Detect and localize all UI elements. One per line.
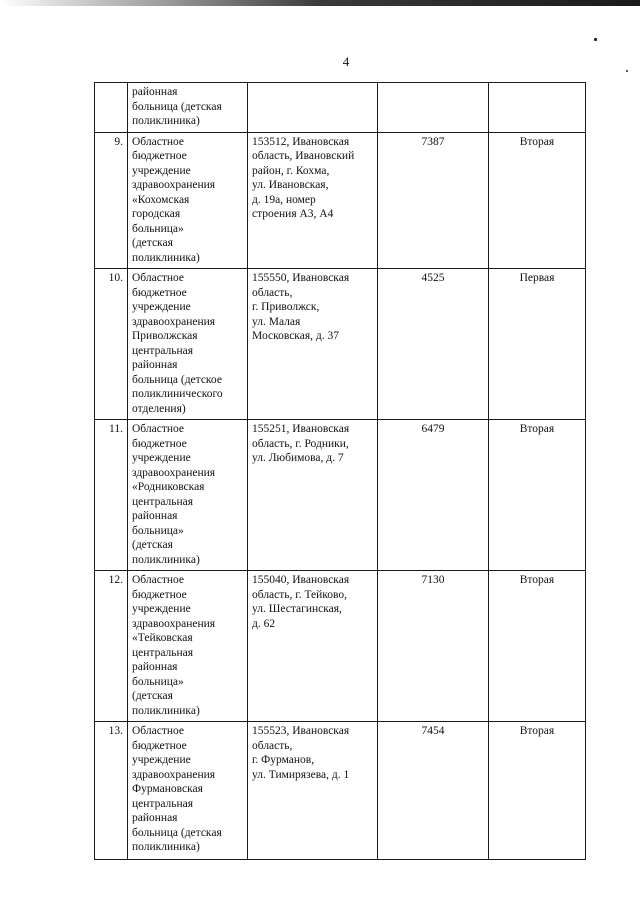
table-row	[95, 83, 586, 133]
scan-edge-artifact	[0, 0, 640, 6]
category: Вторая	[489, 722, 586, 860]
category: Первая	[489, 269, 586, 420]
table-row	[95, 420, 586, 571]
category: Вторая	[489, 571, 586, 722]
visit-count: 4525	[378, 269, 489, 420]
visit-count: 7387	[378, 132, 489, 269]
row-number	[95, 83, 128, 133]
row-number: 9.	[95, 132, 128, 269]
row-number: 12.	[95, 571, 128, 722]
page-number: 4	[342, 54, 350, 69]
table-row	[95, 571, 586, 722]
table-row	[95, 132, 586, 269]
institution-address: 155251, Ивановская область, г. Родники, ул. Любимова, д. 7	[248, 420, 378, 571]
row-number: 10.	[95, 269, 128, 420]
institutions-table	[94, 82, 586, 860]
scan-speck	[626, 70, 628, 72]
row-number: 11.	[95, 420, 128, 571]
institution-address	[248, 83, 378, 133]
category	[489, 83, 586, 133]
visit-count: 7130	[378, 571, 489, 722]
table-row	[95, 722, 586, 860]
row-number: 13.	[95, 722, 128, 860]
institution-address: 155550, Ивановская область, г. Приволжск, ул. Малая Московская, д. 37	[248, 269, 378, 420]
institution-name: Областное бюджетное учреждение здравоохранения Фурмановская центральная районная больница (детская поликлиника)	[128, 722, 248, 860]
category: Вторая	[489, 132, 586, 269]
institution-address: 155523, Ивановская область, г. Фурманов, ул. Тимирязева, д. 1	[248, 722, 378, 860]
institution-address: 155040, Ивановская область, г. Тейково, ул. Шестагинская, д. 62	[248, 571, 378, 722]
visit-count: 7454	[378, 722, 489, 860]
institution-name: Областное бюджетное учреждение здравоохранения «Родниковская центральная районная больница» (детская поликлиника)	[128, 420, 248, 571]
institution-name: Областное бюджетное учреждение здравоохранения «Кохомская городская больница» (детская поликлиника)	[128, 132, 248, 269]
institution-name: районная больница (детская поликлиника)	[128, 83, 248, 133]
institution-address: 153512, Ивановская область, Ивановский район, г. Кохма, ул. Ивановская, д. 19а, номер строения А3, А4	[248, 132, 378, 269]
table-row	[95, 269, 586, 420]
scan-speck	[594, 38, 597, 41]
institution-name: Областное бюджетное учреждение здравоохранения «Тейковская центральная районная больница» (детская поликлиника)	[128, 571, 248, 722]
visit-count	[378, 83, 489, 133]
category: Вторая	[489, 420, 586, 571]
visit-count: 6479	[378, 420, 489, 571]
institution-name: Областное бюджетное учреждение здравоохранения Приволжская центральная районная больница (детское поликлинического отделения)	[128, 269, 248, 420]
